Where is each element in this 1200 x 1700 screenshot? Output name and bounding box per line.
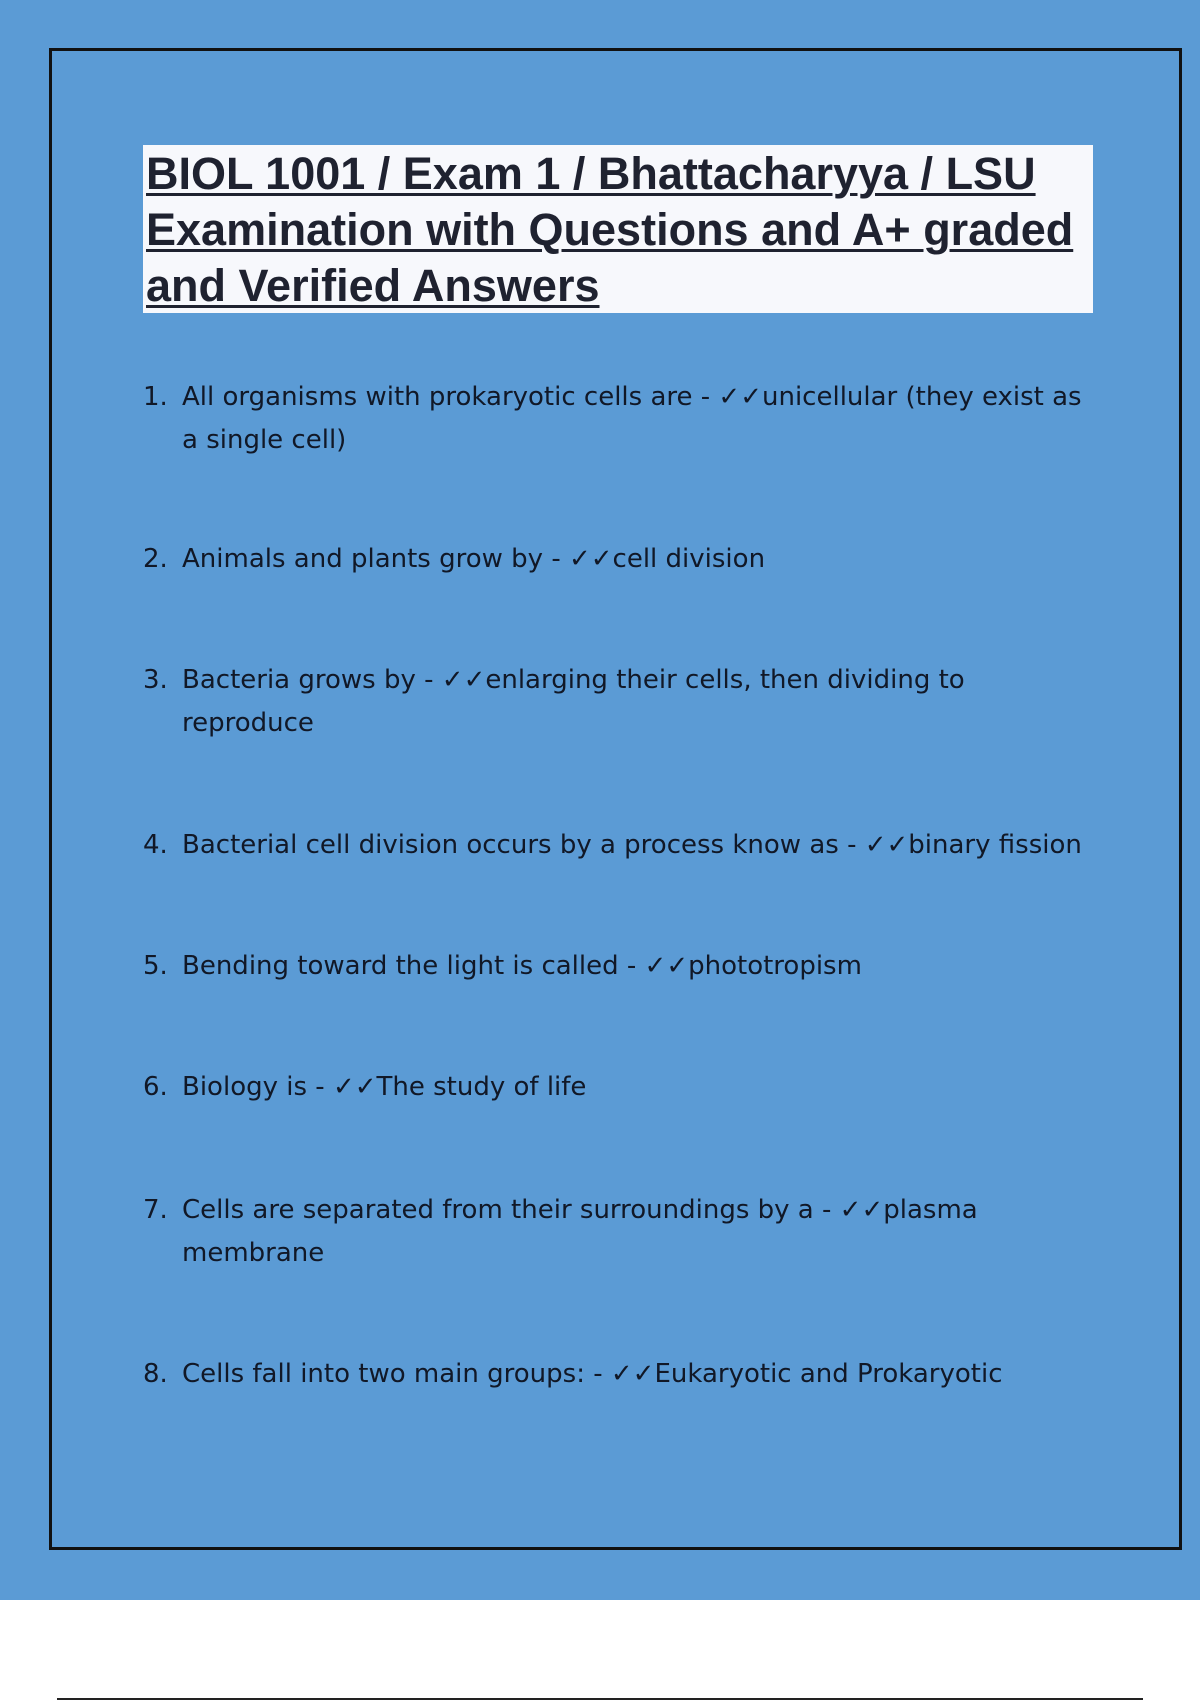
double-check-icon: ✓✓ <box>441 665 486 695</box>
question-number: 6. <box>143 1072 168 1102</box>
question-text-line <box>182 1189 1103 1275</box>
answer-text: plasma membrane <box>182 1195 978 1268</box>
answer-text: binary fission <box>908 830 1082 860</box>
question-number: 1. <box>143 382 168 412</box>
question-item-1 <box>143 376 1103 462</box>
double-check-icon: ✓✓ <box>839 1195 884 1225</box>
question-text: Biology is - <box>182 1072 333 1102</box>
question-number: 7. <box>143 1195 168 1225</box>
question-item-8 <box>143 1353 1103 1396</box>
double-check-icon: ✓✓ <box>568 544 613 574</box>
answer-text: Eukaryotic and Prokaryotic <box>654 1359 1003 1389</box>
double-check-icon: ✓✓ <box>864 830 909 860</box>
question-item-4 <box>143 824 1103 867</box>
question-text: Animals and plants grow by - <box>182 544 569 574</box>
question-number: 3. <box>143 665 168 695</box>
question-text: Cells are separated from their surroundings by a - <box>182 1195 840 1225</box>
question-text-line <box>182 376 1103 462</box>
question-item-5 <box>143 945 1103 988</box>
question-item-7 <box>143 1189 1103 1275</box>
question-number: 8. <box>143 1359 168 1389</box>
double-check-icon: ✓✓ <box>332 1072 377 1102</box>
question-item-3 <box>143 659 1103 745</box>
question-text: Bending toward the light is called - <box>182 951 645 981</box>
double-check-icon: ✓✓ <box>644 951 689 981</box>
question-item-6 <box>143 1066 1103 1109</box>
question-text: All organisms with prokaryotic cells are - <box>182 382 719 412</box>
double-check-icon: ✓✓ <box>718 382 762 412</box>
question-text-line <box>182 945 1103 988</box>
double-check-icon: ✓✓ <box>610 1359 655 1389</box>
question-number: 4. <box>143 830 168 860</box>
document-title: BIOL 1001 / Exam 1 / Bhattacharyya / LSU Examination with Questions and A+ graded and Verified Answers <box>146 148 1074 311</box>
question-number: 2. <box>143 544 168 574</box>
answer-text: enlarging their cells, then dividing to reproduce <box>182 665 965 738</box>
answer-text: phototropism <box>688 951 862 981</box>
question-text-line <box>182 1066 1103 1109</box>
question-text: Bacterial cell division occurs by a process know as - <box>182 830 865 860</box>
question-text: Cells fall into two main groups: - <box>182 1359 611 1389</box>
answer-text: unicellular (they exist as a single cell) <box>182 382 1082 455</box>
answer-text: cell division <box>612 544 766 574</box>
question-text-line <box>182 1353 1103 1396</box>
question-number: 5. <box>143 951 168 981</box>
question-text: Bacteria grows by - <box>182 665 442 695</box>
question-text-line <box>182 538 1103 581</box>
answer-text: The study of life <box>376 1072 587 1102</box>
question-text-line <box>182 824 1103 867</box>
question-text-line <box>182 659 1103 745</box>
question-item-2 <box>143 538 1103 581</box>
